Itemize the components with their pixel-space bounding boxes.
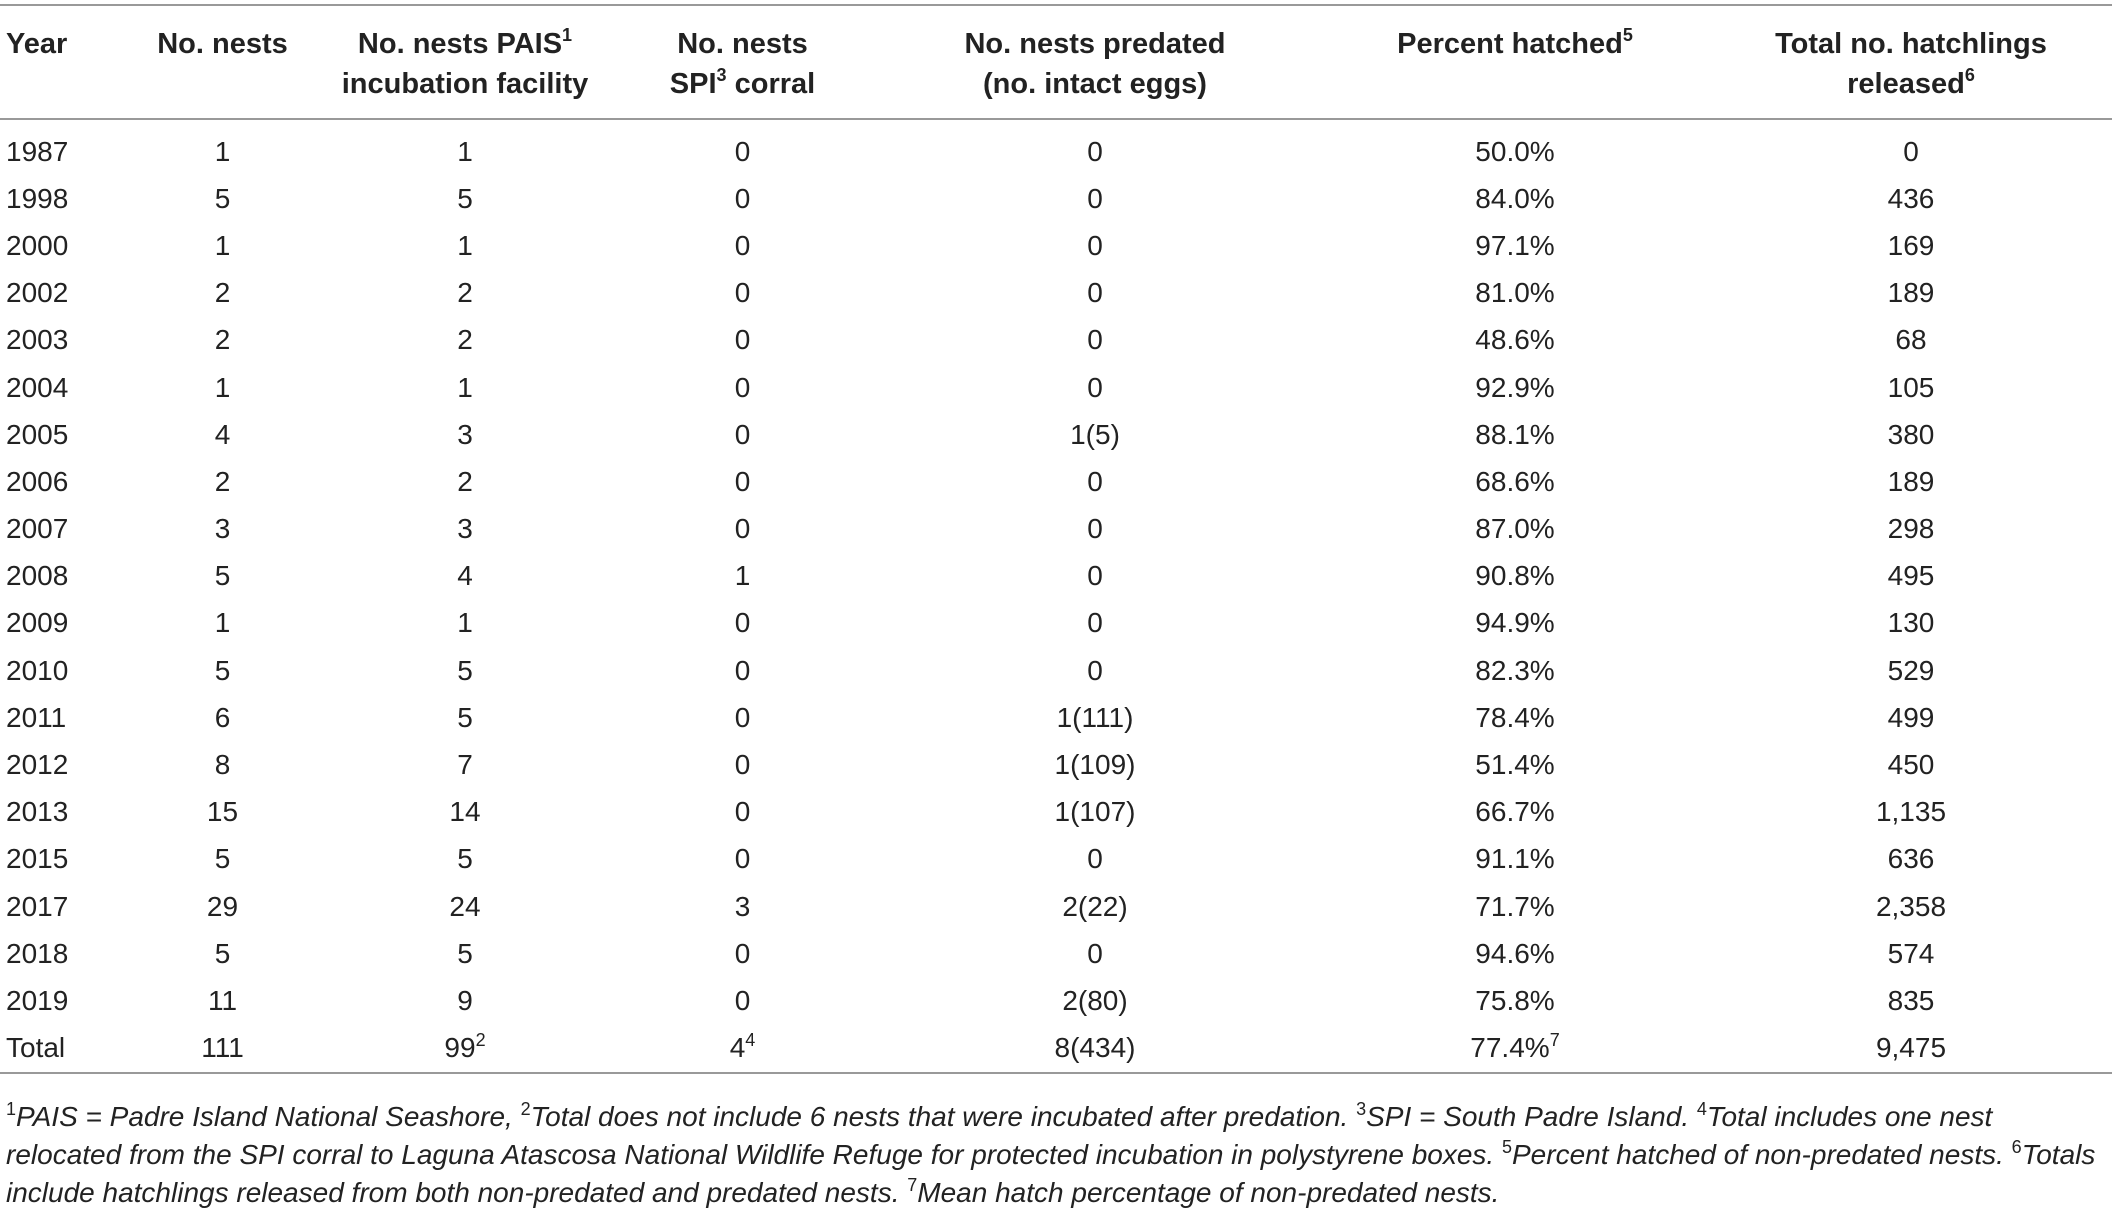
table-cell: 4 [214,418,231,450]
table-cell: 2017 [6,890,69,922]
table-cell: 0 [1087,560,1103,592]
table-cell: 105 [1887,371,1935,403]
table-cell: 298 [1887,513,1935,545]
column-header-text-tail: corral [726,68,816,100]
table-row [0,411,2112,458]
cell-value: 77.4% [1470,1032,1550,1064]
data-table-container [0,4,2112,1074]
table-cell: 0 [734,984,751,1016]
table-cell: 50.0% [1475,135,1555,167]
footnote-text: Totals include hatchlings released from both non-predated and predated nests. [6,1139,2096,1208]
table-row [0,506,2112,553]
column-header-text-line2: SPI [669,68,717,100]
table-cell: 1 [457,371,473,403]
footnote-text: Total does not include 6 nests that were incubated after predation. [530,1101,1357,1132]
header-row [0,5,2112,119]
table-cell: 2007 [6,513,69,545]
table-cell: 0 [734,607,751,639]
table-cell: 0 [734,749,751,781]
column-header-text: Percent hatched [1397,28,1623,60]
table-row [0,222,2112,269]
table-cell: 82.3% [1475,654,1555,686]
table-cell: 5 [214,843,231,875]
table-cell: 1(107) [1054,796,1136,828]
footnote-marker: 4 [745,1029,756,1050]
footnote-marker: 1 [562,25,573,46]
table-cell: 0 [734,796,751,828]
table-row [0,789,2112,836]
table-cell: 1 [734,560,751,592]
table-cell: 0 [1903,135,1919,167]
table-cell: 88.1% [1475,418,1555,450]
table-cell: 1(5) [1070,418,1120,450]
table-cell: 15 [206,796,239,828]
table-cell: 499 [1887,701,1935,733]
nests-table [0,4,2112,1074]
table-cell: 2004 [6,371,69,403]
footnote-text: PAIS = Padre Island National Seashore, [16,1101,521,1132]
cell-value: 8(434) [1054,1032,1136,1064]
column-header [1710,5,2112,119]
table-cell: 2013 [6,796,69,828]
table-cell: 835 [1887,984,1935,1016]
table-cell: 75.8% [1475,984,1555,1016]
table-cell: 2003 [6,324,69,356]
column-header-text: No. nests predated [964,28,1226,60]
footnote-text: Total includes one nest relocated from the SPI corral to Laguna Atascosa National Wildlife Refuge for protected incubation in polystyrene boxes. [6,1101,1993,1170]
table-cell: 2012 [6,749,69,781]
table-cell: 68 [1895,324,1927,356]
column-header-text-line2: released [1847,68,1965,100]
table-cell: 380 [1887,418,1935,450]
column-header [0,5,130,119]
footnote-text: Mean hatch percentage of non-predated nests. [917,1177,1500,1208]
table-cell: 1987 [6,135,69,167]
column-header-text: No. nests [677,28,808,60]
table-body [0,119,2112,1073]
table-cell: 0 [1087,607,1103,639]
table-cell: 11 [207,984,238,1016]
table-cell: 5 [214,560,231,592]
table-row [0,836,2112,883]
footnote-number: 1 [6,1098,17,1119]
table-cell: 5 [457,182,473,214]
table-cell: 0 [1087,371,1103,403]
table-cell: 5 [457,701,473,733]
column-header [1320,5,1710,119]
table-cell: 7 [457,749,473,781]
cell-value: 9,475 [1875,1032,1947,1064]
footnote-marker: 5 [1622,25,1633,46]
table-cell: 5 [214,182,231,214]
table-cell: 495 [1887,560,1935,592]
column-header-text-line2: (no. intact eggs) [983,68,1207,100]
table-cell: 94.6% [1475,937,1555,969]
table-row [0,600,2112,647]
table-cell [315,1025,615,1073]
table-cell: 0 [1087,324,1103,356]
table-cell: 1 [457,229,473,261]
table-cell: 0 [734,324,751,356]
table-cell: 2019 [6,984,69,1016]
table-cell: 91.1% [1475,843,1555,875]
table-cell: 0 [734,843,751,875]
table-cell: 81.0% [1475,277,1555,309]
table-cell: 636 [1887,843,1935,875]
table-cell: 4 [457,560,473,592]
footnote-text: Percent hatched of non-predated nests. [1512,1139,2012,1170]
table-cell: 1 [214,607,231,639]
footnote-number: 3 [1356,1098,1367,1119]
footnote-marker: 6 [1964,65,1975,86]
column-header [870,5,1320,119]
table-cell: 2 [457,277,473,309]
table-cell: 1998 [6,182,69,214]
table-cell: 1(109) [1054,749,1136,781]
table-row [0,883,2112,930]
table-cell: 92.9% [1475,371,1555,403]
table-cell: 2 [214,465,231,497]
table-cell: 1(111) [1056,701,1134,733]
table-cell: 2(80) [1062,984,1128,1016]
column-header-text: Year [6,28,68,60]
table-cell: 2000 [6,229,69,261]
table-cell: 0 [734,937,751,969]
footnote-number: 7 [907,1174,918,1195]
table-row [0,930,2112,977]
table-cell: 71.7% [1475,890,1555,922]
table-cell: 574 [1887,937,1935,969]
table-row [0,694,2112,741]
table-cell: 2010 [6,654,69,686]
table-row [0,364,2112,411]
table-cell: 0 [1087,937,1103,969]
table-cell: 1 [214,135,231,167]
table-cell: 3 [214,513,231,545]
table-row [0,270,2112,317]
cell-value: 4 [729,1032,746,1064]
footnote-number: 6 [2011,1136,2022,1157]
table-cell: 68.6% [1475,465,1555,497]
table-cell: 2(22) [1062,890,1128,922]
table-cell: 1,135 [1875,796,1947,828]
table-cell [615,1025,870,1073]
table-cell: 0 [734,701,751,733]
table-cell: 5 [457,654,473,686]
column-header [615,5,870,119]
table-cell: 436 [1887,182,1935,214]
table-cell [870,1025,1320,1073]
table-cell: 450 [1887,749,1935,781]
cell-value: Total [6,1032,66,1064]
table-row [0,175,2112,222]
table-row [0,119,2112,175]
table-cell: 3 [457,418,473,450]
table-cell: 0 [734,418,751,450]
table-cell [1320,1025,1710,1073]
table-cell: 0 [1087,277,1103,309]
table-cell: 0 [1087,465,1103,497]
table-cell: 9 [457,984,473,1016]
table-cell: 87.0% [1475,513,1555,545]
table-cell: 2005 [6,418,69,450]
table-cell: 2015 [6,843,69,875]
footnote-number: 2 [520,1098,531,1119]
table-cell: 1 [214,229,231,261]
cell-value: 111 [201,1032,244,1064]
table-row [0,553,2112,600]
table-cell: 24 [449,890,481,922]
table-header [0,5,2112,119]
table-row [0,458,2112,505]
table-cell: 2009 [6,607,69,639]
table-cell: 1 [214,371,231,403]
table-cell: 66.7% [1475,796,1555,828]
table-cell: 529 [1887,654,1935,686]
column-header [315,5,615,119]
table-cell: 3 [734,890,751,922]
table-cell: 5 [214,937,231,969]
table-cell: 0 [734,371,751,403]
cell-value: 99 [444,1032,476,1064]
table-cell: 0 [1087,843,1103,875]
table-cell: 0 [734,229,751,261]
table-cell: 8 [214,749,231,781]
table-cell: 5 [457,843,473,875]
table-cell: 2 [214,324,231,356]
table-cell: 2006 [6,465,69,497]
table-cell: 0 [1087,182,1103,214]
table-cell: 84.0% [1475,182,1555,214]
table-cell: 2018 [6,937,69,969]
table-cell: 2 [457,465,473,497]
footnote-marker: 7 [1549,1029,1560,1050]
table-cell: 0 [734,277,751,309]
table-cell: 0 [1087,654,1103,686]
table-cell: 51.4% [1475,749,1555,781]
table-cell: 0 [1087,229,1103,261]
table-cell: 0 [1087,135,1103,167]
footnote-number: 5 [1501,1136,1512,1157]
total-row [0,1025,2112,1073]
column-header-text: Total no. hatchlings [1775,28,2047,60]
table-cell: 97.1% [1475,229,1555,261]
table-cell: 0 [734,182,751,214]
table-cell: 0 [734,654,751,686]
table-cell: 78.4% [1475,701,1555,733]
table-cell: 48.6% [1475,324,1555,356]
table-cell: 189 [1887,277,1935,309]
footnote-text: SPI = South Padre Island. [1366,1101,1697,1132]
table-cell: 1 [457,607,473,639]
table-cell: 94.9% [1475,607,1555,639]
footnote-marker: 3 [716,65,727,86]
table-cell: 0 [734,135,751,167]
table-cell [1710,1025,2112,1073]
table-cell: 0 [1087,513,1103,545]
column-header-text-line2: incubation facility [341,68,589,100]
table-cell: 130 [1887,607,1935,639]
table-cell: 0 [734,513,751,545]
column-header [130,5,315,119]
footnote-number: 4 [1696,1098,1707,1119]
table-cell: 5 [457,937,473,969]
table-cell [0,1025,130,1073]
table-row [0,647,2112,694]
table-cell: 6 [214,701,231,733]
table-cell: 2002 [6,277,69,309]
table-cell: 2 [214,277,231,309]
table-row [0,977,2112,1024]
column-header-text: No. nests [157,28,288,60]
table-cell: 2 [457,324,473,356]
table-cell: 1 [457,135,473,167]
table-cell: 169 [1887,229,1935,261]
table-cell: 189 [1887,465,1935,497]
table-footnotes [6,1098,2110,1212]
table-cell: 90.8% [1475,560,1555,592]
table-cell [130,1025,315,1073]
table-cell: 3 [457,513,473,545]
table-cell: 14 [449,796,481,828]
table-cell: 29 [206,890,239,922]
footnote-marker: 2 [475,1029,486,1050]
table-row [0,317,2112,364]
table-cell: 2008 [6,560,69,592]
column-header-text: No. nests PAIS [357,28,563,60]
table-cell: 2011 [6,701,67,733]
table-cell: 5 [214,654,231,686]
table-row [0,741,2112,788]
table-cell: 2,358 [1875,890,1947,922]
table-cell: 0 [734,465,751,497]
